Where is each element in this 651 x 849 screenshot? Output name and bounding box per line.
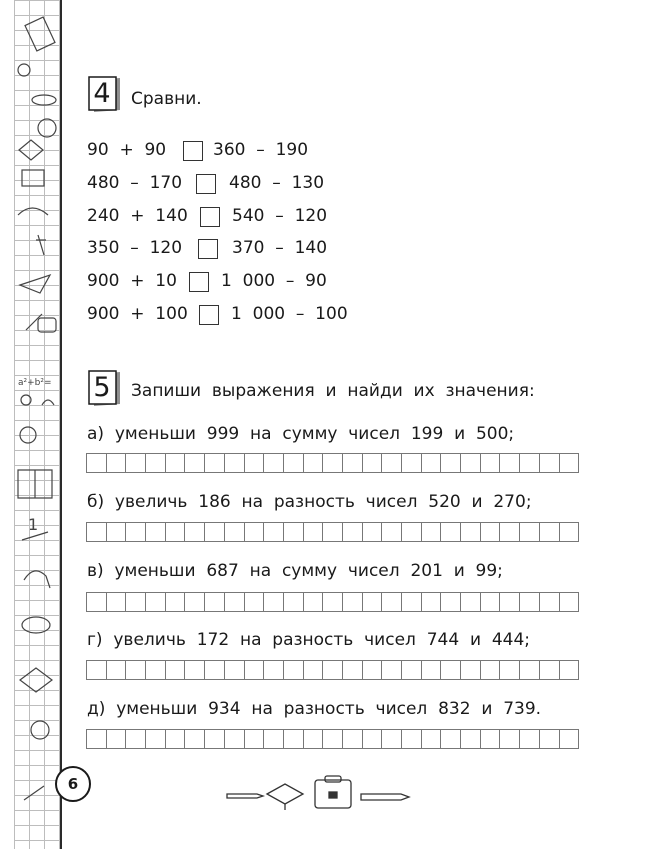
- task-5-item-d: г) увеличь 172 на разность чисел 744 и 444;: [87, 630, 530, 650]
- comparison-box[interactable]: [199, 305, 219, 325]
- doodle-icons: [14, 0, 60, 849]
- graduation-cap-icon: [20, 668, 52, 692]
- pencil-icon: [361, 794, 409, 800]
- bag-icon: [38, 318, 56, 332]
- graduation-cap-icon: [267, 784, 303, 804]
- notebook-icon: [25, 17, 55, 51]
- answer-grid[interactable]: [86, 592, 579, 612]
- task-5-badge: [88, 370, 122, 408]
- lamp-icon: [36, 235, 46, 255]
- scissors-icon: [24, 571, 50, 588]
- answer-grid[interactable]: [86, 522, 579, 542]
- expression-left: 350 – 120: [87, 238, 183, 258]
- task-4-badge: [88, 76, 122, 114]
- pencil-icon: [26, 314, 42, 330]
- pen-icon: [227, 794, 263, 798]
- page-number: [55, 766, 91, 802]
- expression-left: 900 + 100: [87, 304, 188, 324]
- bubble-icon: [18, 64, 30, 76]
- globe-icon: [31, 721, 49, 739]
- decorative-grid-strip: [14, 0, 62, 849]
- expression-right: 540 – 120: [232, 206, 328, 226]
- comparison-box[interactable]: [189, 272, 209, 292]
- expression-right: 1 000 – 90: [221, 271, 327, 291]
- comparison-box[interactable]: [198, 239, 218, 259]
- task-5-title: Запиши выражения и найди их значения:: [131, 381, 535, 401]
- expression-left: 240 + 140: [87, 206, 188, 226]
- expression-right: 370 – 140: [232, 238, 328, 258]
- expression-right: 1 000 – 100: [231, 304, 348, 324]
- task-5-number: 5: [93, 372, 111, 403]
- page-number-value: 6: [67, 775, 79, 793]
- expression-right: 360 – 190: [213, 140, 309, 160]
- book-icon: [22, 170, 44, 186]
- flower-icon: [38, 119, 56, 137]
- number-one-doodle: 1: [28, 515, 39, 534]
- comparison-box[interactable]: [196, 174, 216, 194]
- task-4-number: 4: [93, 78, 111, 109]
- triangle-ruler-icon: [20, 275, 50, 293]
- answer-grid[interactable]: [86, 660, 579, 680]
- cap-icon: [19, 140, 43, 160]
- open-book-icon: [18, 470, 52, 498]
- task-5-item-e: д) уменьши 934 на разность чисел 832 и 739.: [87, 699, 542, 719]
- expression-left: 900 + 10: [87, 271, 177, 291]
- expression-left: 90 + 90: [87, 140, 167, 160]
- answer-grid[interactable]: [86, 729, 579, 749]
- answer-grid[interactable]: [86, 453, 579, 473]
- eraser-icon: [32, 95, 56, 105]
- task-5-item-b: б) увеличь 186 на разность чисел 520 и 270;: [87, 492, 532, 512]
- expression-right: 480 – 130: [229, 173, 325, 193]
- task-5-item-a: а) уменьши 999 на сумму чисел 199 и 500;: [87, 424, 515, 444]
- task-5-item-c: в) уменьши 687 на сумму чисел 201 и 99;: [87, 561, 503, 581]
- dot-icon: [21, 395, 31, 405]
- brush-icon: [24, 786, 44, 800]
- leaf-icon: [42, 400, 54, 405]
- apple-icon: [20, 427, 36, 443]
- palette-icon: [22, 617, 50, 633]
- formula-text: a²+b²=: [18, 378, 52, 388]
- expression-left: 480 – 170: [87, 173, 183, 193]
- comparison-box[interactable]: [183, 141, 203, 161]
- bottom-doodles: [225, 772, 415, 812]
- task-4-title: Сравни.: [131, 89, 202, 109]
- bowl-icon: [18, 208, 48, 215]
- comparison-box[interactable]: [200, 207, 220, 227]
